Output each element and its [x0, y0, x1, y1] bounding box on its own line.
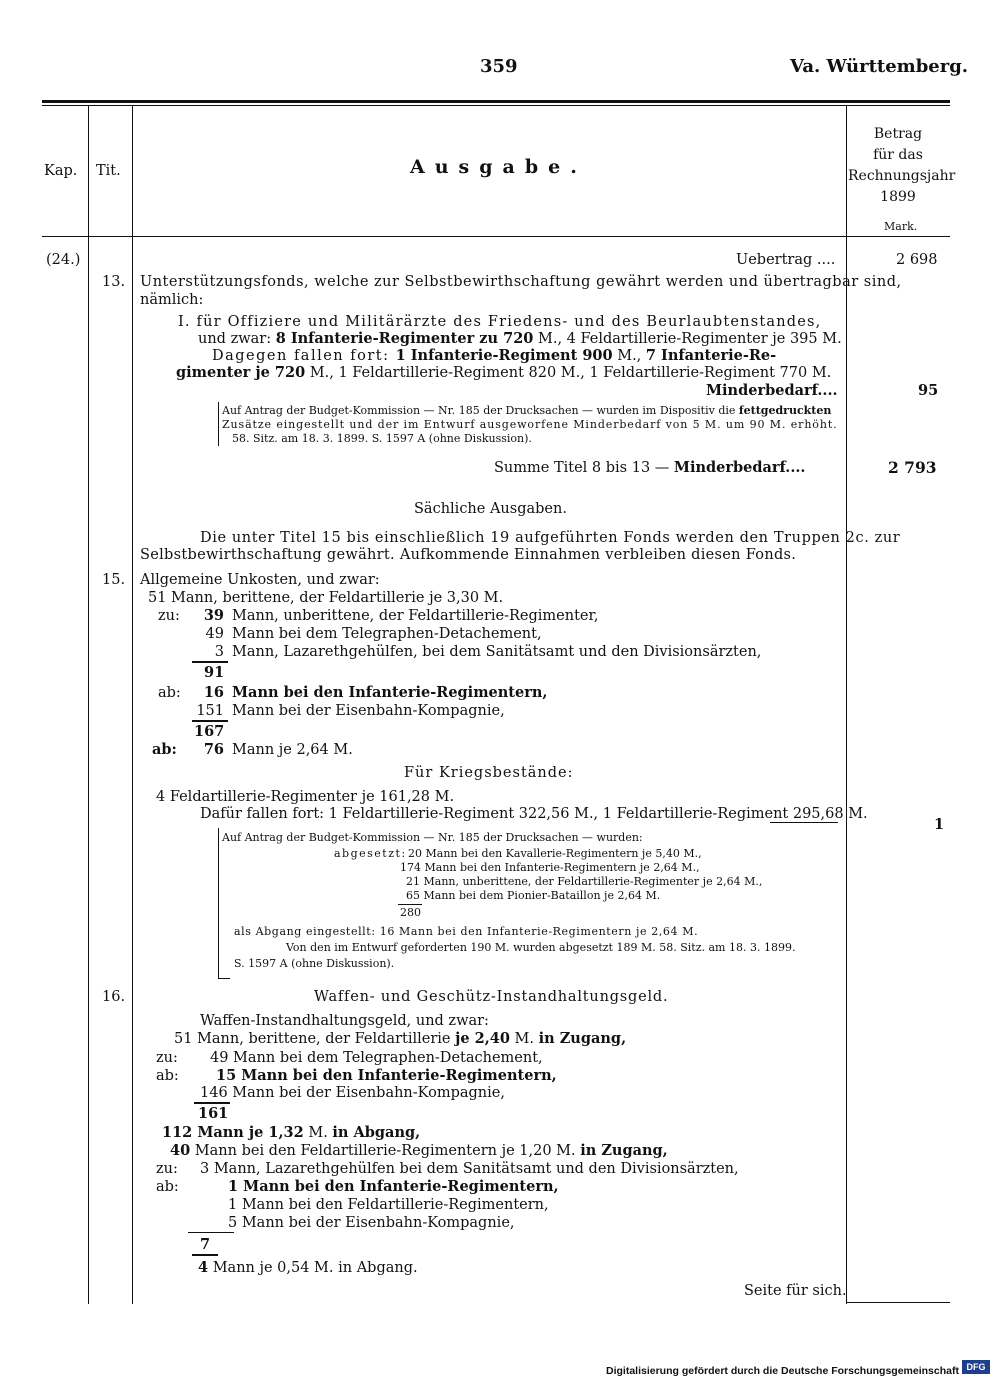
t13-i3a: Dagegen fallen fort: [212, 348, 396, 364]
betrag-line-4: 1899 [880, 189, 916, 205]
t16-f2: Mann bei den Feldartillerie-Regimentern je 1,20 M. [190, 1143, 581, 1159]
t15-sum-1: 91 [204, 664, 225, 681]
t16-e3: in Abgang, [332, 1124, 421, 1141]
note-1-line-2: Zusätze eingestellt und der im Entwurf ausgeworfene Minderbedarf von 5 M. um 90 M. erhöht. [222, 418, 838, 431]
t13-line-2: nämlich: [140, 292, 204, 308]
t15-line-a: 51 Mann, berittene, der Feldartillerie je 3,30 M. [148, 590, 504, 606]
t16-sum-rule-1 [194, 1102, 230, 1104]
titel-16: 16. [102, 989, 126, 1005]
t16-ab-label: ab: [156, 1068, 179, 1084]
t16-sum-2: 7 [200, 1236, 211, 1253]
krieg-margin-mark: 1 [934, 816, 945, 833]
tit-column-rule [132, 106, 133, 1304]
t15-b-number: 39 [203, 607, 224, 624]
t13-i4b: M., 1 Feldartillerie-Regiment 820 M., 1 Feldartillerie-Regiment 770 M. [305, 365, 832, 381]
bottom-rule [846, 1302, 950, 1303]
summe-line [494, 459, 805, 477]
t13-item-3 [212, 347, 776, 365]
t16-sum-1: 161 [198, 1105, 229, 1122]
t16-sum-rule-3 [192, 1254, 218, 1256]
t16-f3: in Zugang, [580, 1142, 668, 1159]
note-2-line-c: 21 Mann, unberittene, der Feldartillerie-Regimenter je 2,64 M., [406, 875, 763, 888]
t16-ab-label-2: ab: [156, 1179, 179, 1195]
t13-item-1: I. für Offiziere und Militärärzte des Friedens- und des Beurlaubtenstandes, [178, 314, 822, 330]
t16-k2: Mann je 0,54 M. in Abgang. [208, 1260, 418, 1276]
t16-line-i: 1 Mann bei den Feldartillerie-Regimentern, [228, 1197, 549, 1213]
t16-line-f [170, 1142, 668, 1160]
kap-column-rule [88, 106, 89, 1304]
betrag-line-3: Rechnungsjahr [848, 168, 956, 184]
t16-line-g: 3 Mann, Lazarethgehülfen bei dem Sanitätsamt und den Divisionsärzten, [200, 1161, 739, 1177]
t16-line-k [198, 1259, 418, 1277]
t15-f-text: Mann bei der Eisenbahn-Kompagnie, [232, 703, 505, 719]
note-1-line-1 [222, 404, 831, 418]
note-2-line-1: Auf Antrag der Budget-Kommission — Nr. 185 der Drucksachen — wurden: [222, 831, 643, 844]
t16-zu-label-2: zu: [156, 1161, 178, 1177]
t15-sum-rule-2 [192, 720, 228, 722]
krieg-underline [770, 822, 838, 823]
uebertrag-value: 2 698 [896, 252, 938, 268]
note-2-line-e: als Abgang eingestellt: 16 Mann bei den Infanterie-Regimentern je 2,64 M. [234, 925, 699, 938]
t15-g-label: ab: [152, 741, 177, 758]
summe-a: Summe Titel 8 bis 13 — [494, 460, 674, 476]
summe-b: Minderbedarf.... [673, 459, 806, 476]
t15-f-number: 151 [196, 703, 224, 719]
note-2-bracket-foot [218, 978, 230, 979]
t13-i2c: M., 4 Feldartillerie-Regimenter je 395 M. [533, 331, 842, 347]
t15-e-number: 16 [203, 684, 224, 701]
t16-f1: 40 [170, 1142, 191, 1159]
t16-a2: je 2,40 [455, 1030, 510, 1047]
krieg-line-2: Dafür fallen fort: 1 Feldartillerie-Regiment 322,56 M., 1 Feldartillerie-Regiment 295,68 M. [200, 806, 868, 822]
t16-k1: 4 [198, 1259, 209, 1276]
t16-a3: M. [509, 1031, 539, 1047]
note-1-line-3: 58. Sitz. am 18. 3. 1899. S. 1597 A (ohne Diskussion). [232, 432, 532, 445]
header-rule [42, 236, 950, 237]
t15-g-number: 76 [203, 741, 224, 758]
t16-line-b: 49 Mann bei dem Telegraphen-Detachement, [210, 1050, 543, 1066]
note-1-l1a: Auf Antrag der Budget-Kommission — Nr. 185 der Drucksachen — wurden im Dispositiv die [222, 404, 739, 417]
note-2-bracket [218, 828, 219, 978]
t13-i2a: und zwar: [198, 331, 276, 347]
t16-heading: Waffen-Instandhaltungsgeld, und zwar: [200, 1013, 489, 1029]
t15-ab-label: ab: [158, 685, 181, 701]
t13-item-4 [176, 364, 831, 382]
t13-line-1: Unterstützungsfonds, welche zur Selbstbewirthschaftung gewährt werden und übertragbar sind, [140, 274, 902, 290]
page-number: 359 [480, 56, 518, 77]
note-2-line-a: 20 Mann bei den Kavallerie-Regimentern je 5,40 M., [408, 847, 702, 860]
titel-13: 13. [102, 274, 126, 290]
t13-item-2 [198, 330, 842, 348]
note-2-line-b: 174 Mann bei den Infanterie-Regimentern je 2,64 M., [400, 861, 700, 874]
note-2-line-f: Von den im Entwurf geforderten 190 M. wurden abgesetzt 189 M. 58. Sitz. am 18. 3. 1899. [286, 941, 796, 954]
minderbedarf-value: 95 [918, 382, 939, 399]
t16-line-h: 1 Mann bei den Infanterie-Regimentern, [228, 1178, 559, 1195]
t16-sum-rule-2 [188, 1232, 234, 1233]
note-2-sum-rule [398, 904, 422, 905]
uebertrag-label: Uebertrag .... [736, 252, 836, 268]
footer-text: Digitalisierung gefördert durch die Deutsche Forschungsgemeinschaft [606, 1365, 959, 1377]
t13-i4a: gimenter je 720 [176, 364, 306, 381]
t15-d-number: 3 [214, 644, 224, 660]
t15-d-text: Mann, Lazarethgehülfen, bei dem Sanitätsamt und den Divisionsärzten, [232, 644, 762, 660]
t15-e-text: Mann bei den Infanterie-Regimentern, [232, 684, 548, 701]
t16-line-e [162, 1124, 420, 1142]
note-1-l1b: fettgedruckten [738, 404, 832, 417]
t15-c-number: 49 [205, 626, 224, 642]
betrag-line-1: Betrag [873, 126, 923, 142]
t15-sum-rule-1 [192, 661, 228, 663]
t15-c-text: Mann bei dem Telegraphen-Detachement, [232, 626, 542, 642]
note-2-sum: 280 [400, 906, 421, 919]
note-1-bracket [218, 402, 219, 446]
t16-line-a [174, 1030, 626, 1048]
t16-line-j: 5 Mann bei der Eisenbahn-Kompagnie, [228, 1215, 515, 1231]
summe-value: 2 793 [888, 458, 937, 477]
top-rule [42, 100, 950, 103]
t16-a4: in Zugang, [538, 1030, 627, 1047]
t13-i3c: M., [612, 348, 646, 364]
col-betrag [848, 124, 956, 208]
section-title: Ausgabe. [410, 156, 587, 178]
saechliche-line-1: Die unter Titel 15 bis einschließlich 19 aufgeführten Fonds werden den Truppen 2c. zur [200, 530, 901, 546]
col-kap: Kap. [44, 163, 78, 179]
t16-a1: 51 Mann, berittene, der Feldartillerie [174, 1031, 456, 1047]
saechliche-line-2: Selbstbewirthschaftung gewährt. Aufkommende Einnahmen verbleiben diesen Fonds. [140, 547, 797, 563]
col-tit: Tit. [96, 163, 121, 179]
note-2-line-g: S. 1597 A (ohne Diskussion). [234, 957, 395, 970]
t13-i3d: 7 Infanterie-Re- [645, 347, 777, 364]
titel-15: 15. [102, 572, 126, 588]
dfg-logo: DFG [962, 1360, 990, 1374]
t16-e2: M. [303, 1125, 333, 1141]
seite-fuer-sich: Seite für sich. [744, 1283, 847, 1299]
t15-sum-2: 167 [194, 723, 225, 740]
saechliche-heading: Sächliche Ausgaben. [414, 501, 567, 517]
t16-e1: 112 Mann je 1,32 [162, 1124, 304, 1141]
t16-line-d: 146 Mann bei der Eisenbahn-Kompagnie, [200, 1085, 505, 1101]
t15-zu-label: zu: [158, 608, 180, 624]
kap-number: (24.) [46, 252, 81, 268]
t13-i2b: 8 Infanterie-Regimenter zu 720 [275, 330, 534, 347]
krieg-line-1: 4 Feldartillerie-Regimenter je 161,28 M. [156, 789, 455, 805]
top-rule-thin [42, 105, 950, 106]
t16-line-c: 15 Mann bei den Infanterie-Regimentern, [216, 1067, 557, 1084]
t13-i3b: 1 Infanterie-Regiment 900 [395, 347, 613, 364]
t16-title: Waffen- und Geschütz-Instandhaltungsgeld. [314, 989, 669, 1005]
t15-g-text: Mann je 2,64 M. [232, 742, 353, 758]
t15-heading: Allgemeine Unkosten, und zwar: [140, 572, 380, 588]
note-2-line-d: 65 Mann bei dem Pionier-Bataillon je 2,64 M. [406, 889, 661, 902]
minderbedarf-label: Minderbedarf.... [706, 382, 838, 399]
t15-b-text: Mann, unberittene, der Feldartillerie-Regimenter, [232, 608, 599, 624]
running-head: Va. Württemberg. [790, 56, 969, 77]
betrag-line-2: für das [873, 147, 923, 163]
kriegsbestaende-heading: Für Kriegsbestände: [404, 765, 574, 781]
note-2-abgesetzt: abgesetzt: [334, 847, 407, 860]
t16-zu-label: zu: [156, 1050, 178, 1066]
col-mark: Mark. [884, 220, 918, 233]
